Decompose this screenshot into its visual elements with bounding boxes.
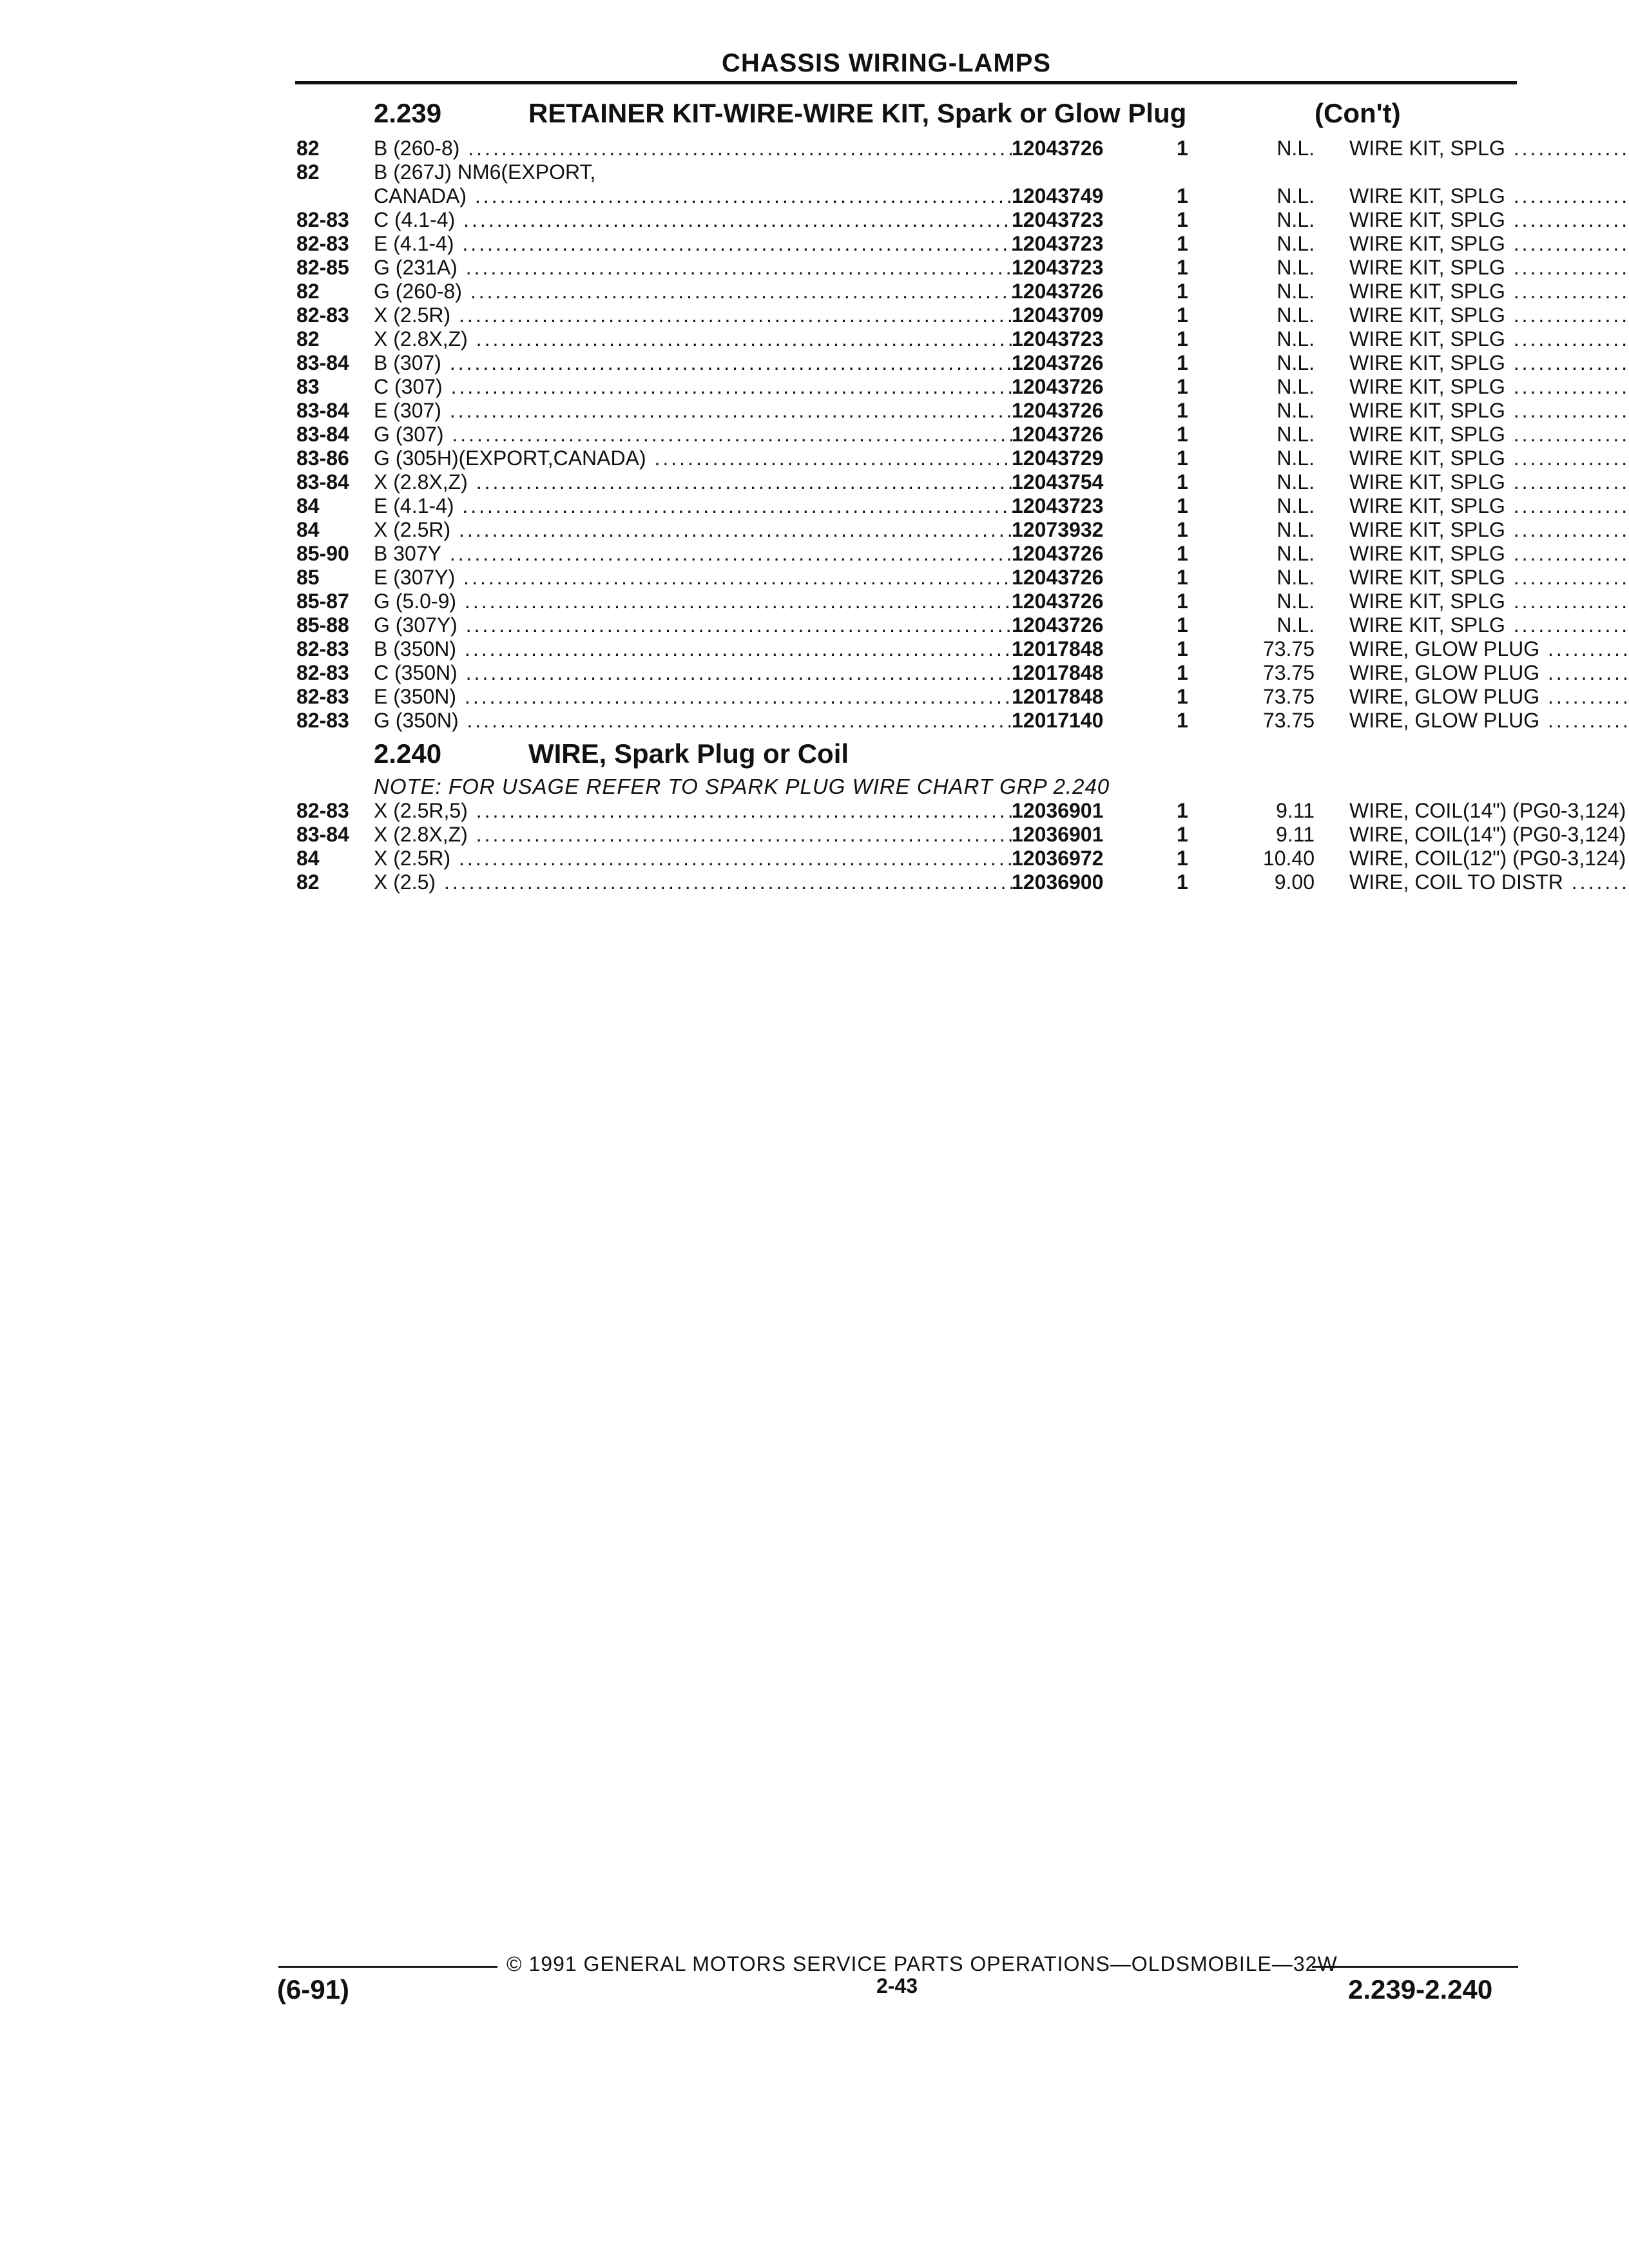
- price: 9.11: [1276, 799, 1315, 822]
- part-name: WIRE KIT, SPLG .....: [1349, 232, 1629, 256]
- model-year: 85-90: [296, 542, 349, 565]
- part-name: WIRE KIT, SPLG .....: [1349, 566, 1629, 590]
- table-row: [296, 447, 1521, 470]
- application: X (2.5R) .....: [374, 847, 1016, 870]
- part-number: 12043726: [1012, 375, 1104, 398]
- application: X (2.5R) .....: [374, 518, 1016, 542]
- part-number: 12043754: [1012, 470, 1104, 494]
- table-row: [296, 847, 1626, 870]
- copyright-text: © 1991 GENERAL MOTORS SERVICE PARTS OPERATIONS—OLDSMOBILE—32W: [506, 1952, 1338, 1975]
- part-number: 12017848: [1012, 637, 1104, 660]
- price: 9.11: [1276, 823, 1315, 846]
- application: X (2.5R,5) .....: [374, 799, 1016, 823]
- application: X (2.8X,Z) .....: [374, 470, 1016, 494]
- part-number: 12017848: [1012, 661, 1104, 684]
- part-number: 12043726: [1012, 613, 1104, 637]
- part-name: WIRE KIT, SPLG .....: [1349, 447, 1629, 470]
- application: G (307Y) .....: [374, 613, 1016, 637]
- application: C (4.1-4) .....: [374, 208, 1016, 232]
- model-year: 83-86: [296, 447, 349, 470]
- price: N.L.: [1277, 470, 1315, 494]
- section-title: RETAINER KIT-WIRE-WIRE KIT, Spark or Glow Plug: [528, 98, 1187, 128]
- quantity: 1: [1177, 613, 1188, 637]
- part-name: WIRE, GLOW PLUG .....: [1349, 709, 1629, 733]
- price: N.L.: [1277, 137, 1315, 160]
- quantity: 1: [1177, 303, 1188, 327]
- price: N.L.: [1277, 375, 1315, 398]
- table-row: [296, 160, 1521, 184]
- revision-date: (6-91): [277, 1974, 350, 2004]
- usage-note: NOTE: FOR USAGE REFER TO SPARK PLUG WIRE CHART GRP 2.240: [374, 774, 1110, 798]
- part-name: WIRE KIT, SPLG .....: [1349, 423, 1629, 447]
- price: N.L.: [1277, 613, 1315, 637]
- price: N.L.: [1277, 184, 1315, 207]
- chapter-title: CHASSIS WIRING-LAMPS: [722, 49, 1052, 77]
- table-row: [296, 566, 1521, 590]
- quantity: 1: [1177, 661, 1188, 684]
- price: N.L.: [1277, 327, 1315, 351]
- application: B (350N) .....: [374, 637, 1016, 661]
- part-number: 12073932: [1012, 518, 1104, 541]
- model-year: 84: [296, 518, 320, 541]
- model-year: 82: [296, 280, 320, 303]
- table-row: [296, 351, 1521, 375]
- part-number: 12036972: [1012, 847, 1104, 870]
- model-year: 82-83: [296, 799, 349, 822]
- part-number: 12017848: [1012, 685, 1104, 708]
- model-year: 82-83: [296, 303, 349, 327]
- part-number: 12043723: [1012, 208, 1104, 231]
- part-name: WIRE, GLOW PLUG .....: [1349, 661, 1629, 685]
- section-title: WIRE, Spark Plug or Coil: [528, 738, 849, 769]
- part-number: 12043726: [1012, 590, 1104, 613]
- table-row: [296, 542, 1521, 566]
- section-heading-2-239: [296, 98, 1521, 137]
- quantity: 1: [1177, 232, 1188, 255]
- table-row: [296, 613, 1521, 637]
- part-number: 12017140: [1012, 709, 1104, 732]
- part-name: WIRE KIT, SPLG .....: [1349, 542, 1629, 566]
- part-name: WIRE KIT, SPLG .....: [1349, 256, 1629, 280]
- part-name: WIRE KIT, SPLG .....: [1349, 375, 1629, 399]
- table-row: [296, 494, 1521, 518]
- model-year: 82-83: [296, 661, 349, 684]
- part-number: 12043726: [1012, 542, 1104, 565]
- part-number: 12043726: [1012, 280, 1104, 303]
- quantity: 1: [1177, 566, 1188, 589]
- application: CANADA) .....: [374, 184, 1016, 208]
- footer-rule-left: [278, 1966, 497, 1968]
- part-name: WIRE, COIL TO DISTR .....: [1349, 870, 1629, 894]
- price: N.L.: [1277, 423, 1315, 446]
- section-number: 2.239: [374, 98, 442, 128]
- price: N.L.: [1277, 542, 1315, 565]
- quantity: 1: [1177, 494, 1188, 517]
- application: E (4.1-4) .....: [374, 232, 1016, 256]
- part-number: 12036900: [1012, 870, 1104, 894]
- table-row: [296, 303, 1521, 327]
- model-year: 85: [296, 566, 320, 589]
- part-name: WIRE KIT, SPLG .....: [1349, 518, 1629, 542]
- model-year: 83-84: [296, 423, 349, 446]
- table-row: [296, 470, 1521, 494]
- part-name: WIRE KIT, SPLG .....: [1349, 494, 1629, 518]
- application: X (2.8X,Z) .....: [374, 327, 1016, 351]
- table-row: [296, 799, 1626, 823]
- application: G (260-8) .....: [374, 280, 1016, 303]
- quantity: 1: [1177, 590, 1188, 613]
- model-year: 84: [296, 494, 320, 517]
- section-number: 2.240: [374, 738, 442, 769]
- quantity: 1: [1177, 799, 1188, 822]
- table-row: [296, 208, 1521, 232]
- part-number: 12043726: [1012, 137, 1104, 160]
- quantity: 1: [1177, 518, 1188, 541]
- model-year: 82: [296, 870, 320, 894]
- price: 73.75: [1262, 637, 1315, 660]
- part-name: WIRE KIT, SPLG .....: [1349, 303, 1629, 327]
- table-row: [296, 399, 1521, 423]
- section-heading-2-240: [296, 738, 1521, 777]
- part-name: WIRE KIT, SPLG .....: [1349, 137, 1629, 160]
- price: 9.00: [1274, 870, 1315, 894]
- price: N.L.: [1277, 256, 1315, 279]
- model-year: 82-83: [296, 709, 349, 732]
- part-number: 12043726: [1012, 566, 1104, 589]
- table-row: [296, 685, 1540, 709]
- price: N.L.: [1277, 280, 1315, 303]
- part-number: 12043723: [1012, 327, 1104, 351]
- quantity: 1: [1177, 542, 1188, 565]
- part-number: 12043723: [1012, 494, 1104, 517]
- model-year: 83-84: [296, 399, 349, 422]
- table-row: [296, 518, 1521, 542]
- quantity: 1: [1177, 847, 1188, 870]
- price: N.L.: [1277, 303, 1315, 327]
- model-year: 82-83: [296, 232, 349, 255]
- model-year: 83: [296, 375, 320, 398]
- table-row: [296, 137, 1521, 160]
- part-name: WIRE KIT, SPLG .....: [1349, 590, 1629, 613]
- application: X (2.8X,Z) .....: [374, 823, 1016, 847]
- price: N.L.: [1277, 232, 1315, 255]
- application: B 307Y .....: [374, 542, 1016, 566]
- part-number: 12043723: [1012, 232, 1104, 255]
- part-number: 12043749: [1012, 184, 1104, 207]
- application: E (4.1-4) .....: [374, 494, 1016, 518]
- part-name: WIRE KIT, SPLG .....: [1349, 351, 1629, 375]
- part-name: WIRE, COIL(12") (PG0-3,124) .....: [1349, 847, 1629, 870]
- part-name: WIRE KIT, SPLG .....: [1349, 280, 1629, 303]
- application: G (350N) .....: [374, 709, 1016, 733]
- price: N.L.: [1277, 351, 1315, 374]
- application: X (2.5R) .....: [374, 303, 1016, 327]
- parts-table-2-240: [296, 799, 1626, 894]
- model-year: 83-84: [296, 351, 349, 374]
- part-name: WIRE, GLOW PLUG .....: [1349, 637, 1629, 661]
- quantity: 1: [1177, 423, 1188, 446]
- footer-rule-right: [1312, 1966, 1518, 1968]
- price: N.L.: [1277, 447, 1315, 470]
- part-name: WIRE, COIL(14") (PG0-3,124) .....: [1349, 823, 1629, 847]
- quantity: 1: [1177, 399, 1188, 422]
- model-year: 82-83: [296, 208, 349, 231]
- price: 73.75: [1262, 661, 1315, 684]
- quantity: 1: [1177, 351, 1188, 374]
- application: B (267J) NM6(EXPORT,: [374, 160, 596, 184]
- quantity: 1: [1177, 709, 1188, 732]
- part-name: WIRE, GLOW PLUG .....: [1349, 685, 1629, 709]
- parts-table-2-239: [296, 137, 1540, 733]
- table-row: [296, 256, 1521, 280]
- quantity: 1: [1177, 208, 1188, 231]
- table-row: [296, 709, 1540, 733]
- model-year: 85-88: [296, 613, 349, 637]
- application: G (305H)(EXPORT,CANADA) .....: [374, 447, 1016, 470]
- header-rule: [295, 81, 1517, 84]
- application: G (231A) .....: [374, 256, 1016, 280]
- model-year: 84: [296, 847, 320, 870]
- application: G (5.0-9) .....: [374, 590, 1016, 613]
- price: N.L.: [1277, 399, 1315, 422]
- continued-label: (Con't): [1315, 98, 1401, 128]
- quantity: 1: [1177, 184, 1188, 207]
- model-year: 82: [296, 327, 320, 351]
- table-row: [296, 823, 1626, 847]
- part-number: 12043709: [1012, 303, 1104, 327]
- part-number: 12043723: [1012, 256, 1104, 279]
- part-name: WIRE, COIL(14") (PG0-3,124) .....: [1349, 799, 1629, 823]
- quantity: 1: [1177, 256, 1188, 279]
- table-row: [296, 375, 1521, 399]
- table-row: [296, 232, 1521, 256]
- table-row: [296, 637, 1540, 661]
- part-number: 12043726: [1012, 399, 1104, 422]
- price: N.L.: [1277, 518, 1315, 541]
- price: 10.40: [1262, 847, 1315, 870]
- application: B (260-8) .....: [374, 137, 1016, 160]
- application: C (307) .....: [374, 375, 1016, 399]
- quantity: 1: [1177, 375, 1188, 398]
- quantity: 1: [1177, 870, 1188, 894]
- table-row: [296, 423, 1521, 447]
- table-row: [296, 280, 1521, 303]
- table-row: [296, 661, 1540, 685]
- model-year: 85-87: [296, 590, 349, 613]
- table-row: [296, 870, 1563, 894]
- model-year: 82: [296, 137, 320, 160]
- quantity: 1: [1177, 137, 1188, 160]
- table-row: [296, 327, 1521, 351]
- part-number: 12043726: [1012, 423, 1104, 446]
- quantity: 1: [1177, 447, 1188, 470]
- application: C (350N) .....: [374, 661, 1016, 685]
- part-name: WIRE KIT, SPLG .....: [1349, 399, 1629, 423]
- model-year: 82-83: [296, 637, 349, 660]
- price: 73.75: [1262, 685, 1315, 708]
- table-row: [296, 184, 1521, 208]
- part-name: WIRE KIT, SPLG .....: [1349, 613, 1629, 637]
- part-name: WIRE KIT, SPLG .....: [1349, 470, 1629, 494]
- quantity: 1: [1177, 823, 1188, 846]
- application: X (2.5) .....: [374, 870, 1016, 894]
- part-number: 12043729: [1012, 447, 1104, 470]
- section-range: 2.239-2.240: [1348, 1974, 1493, 2004]
- model-year: 82: [296, 160, 320, 184]
- quantity: 1: [1177, 685, 1188, 708]
- price: N.L.: [1277, 208, 1315, 231]
- price: N.L.: [1277, 566, 1315, 589]
- table-row: [296, 590, 1521, 613]
- quantity: 1: [1177, 280, 1188, 303]
- model-year: 82-83: [296, 685, 349, 708]
- price: 73.75: [1262, 709, 1315, 732]
- application: E (307) .....: [374, 399, 1016, 423]
- part-name: WIRE KIT, SPLG .....: [1349, 184, 1629, 208]
- quantity: 1: [1177, 470, 1188, 494]
- part-number: 12036901: [1012, 799, 1104, 822]
- part-number: 12036901: [1012, 823, 1104, 846]
- application: B (307) .....: [374, 351, 1016, 375]
- quantity: 1: [1177, 637, 1188, 660]
- part-number: 12043726: [1012, 351, 1104, 374]
- price: N.L.: [1277, 590, 1315, 613]
- part-name: WIRE KIT, SPLG .....: [1349, 327, 1629, 351]
- application: E (350N) .....: [374, 685, 1016, 709]
- part-name: WIRE KIT, SPLG .....: [1349, 208, 1629, 232]
- model-year: 83-84: [296, 470, 349, 494]
- application: G (307) .....: [374, 423, 1016, 447]
- price: N.L.: [1277, 494, 1315, 517]
- model-year: 82-85: [296, 256, 349, 279]
- page-number: 2-43: [876, 1974, 918, 1997]
- quantity: 1: [1177, 327, 1188, 351]
- model-year: 83-84: [296, 823, 349, 846]
- application: E (307Y) .....: [374, 566, 1016, 590]
